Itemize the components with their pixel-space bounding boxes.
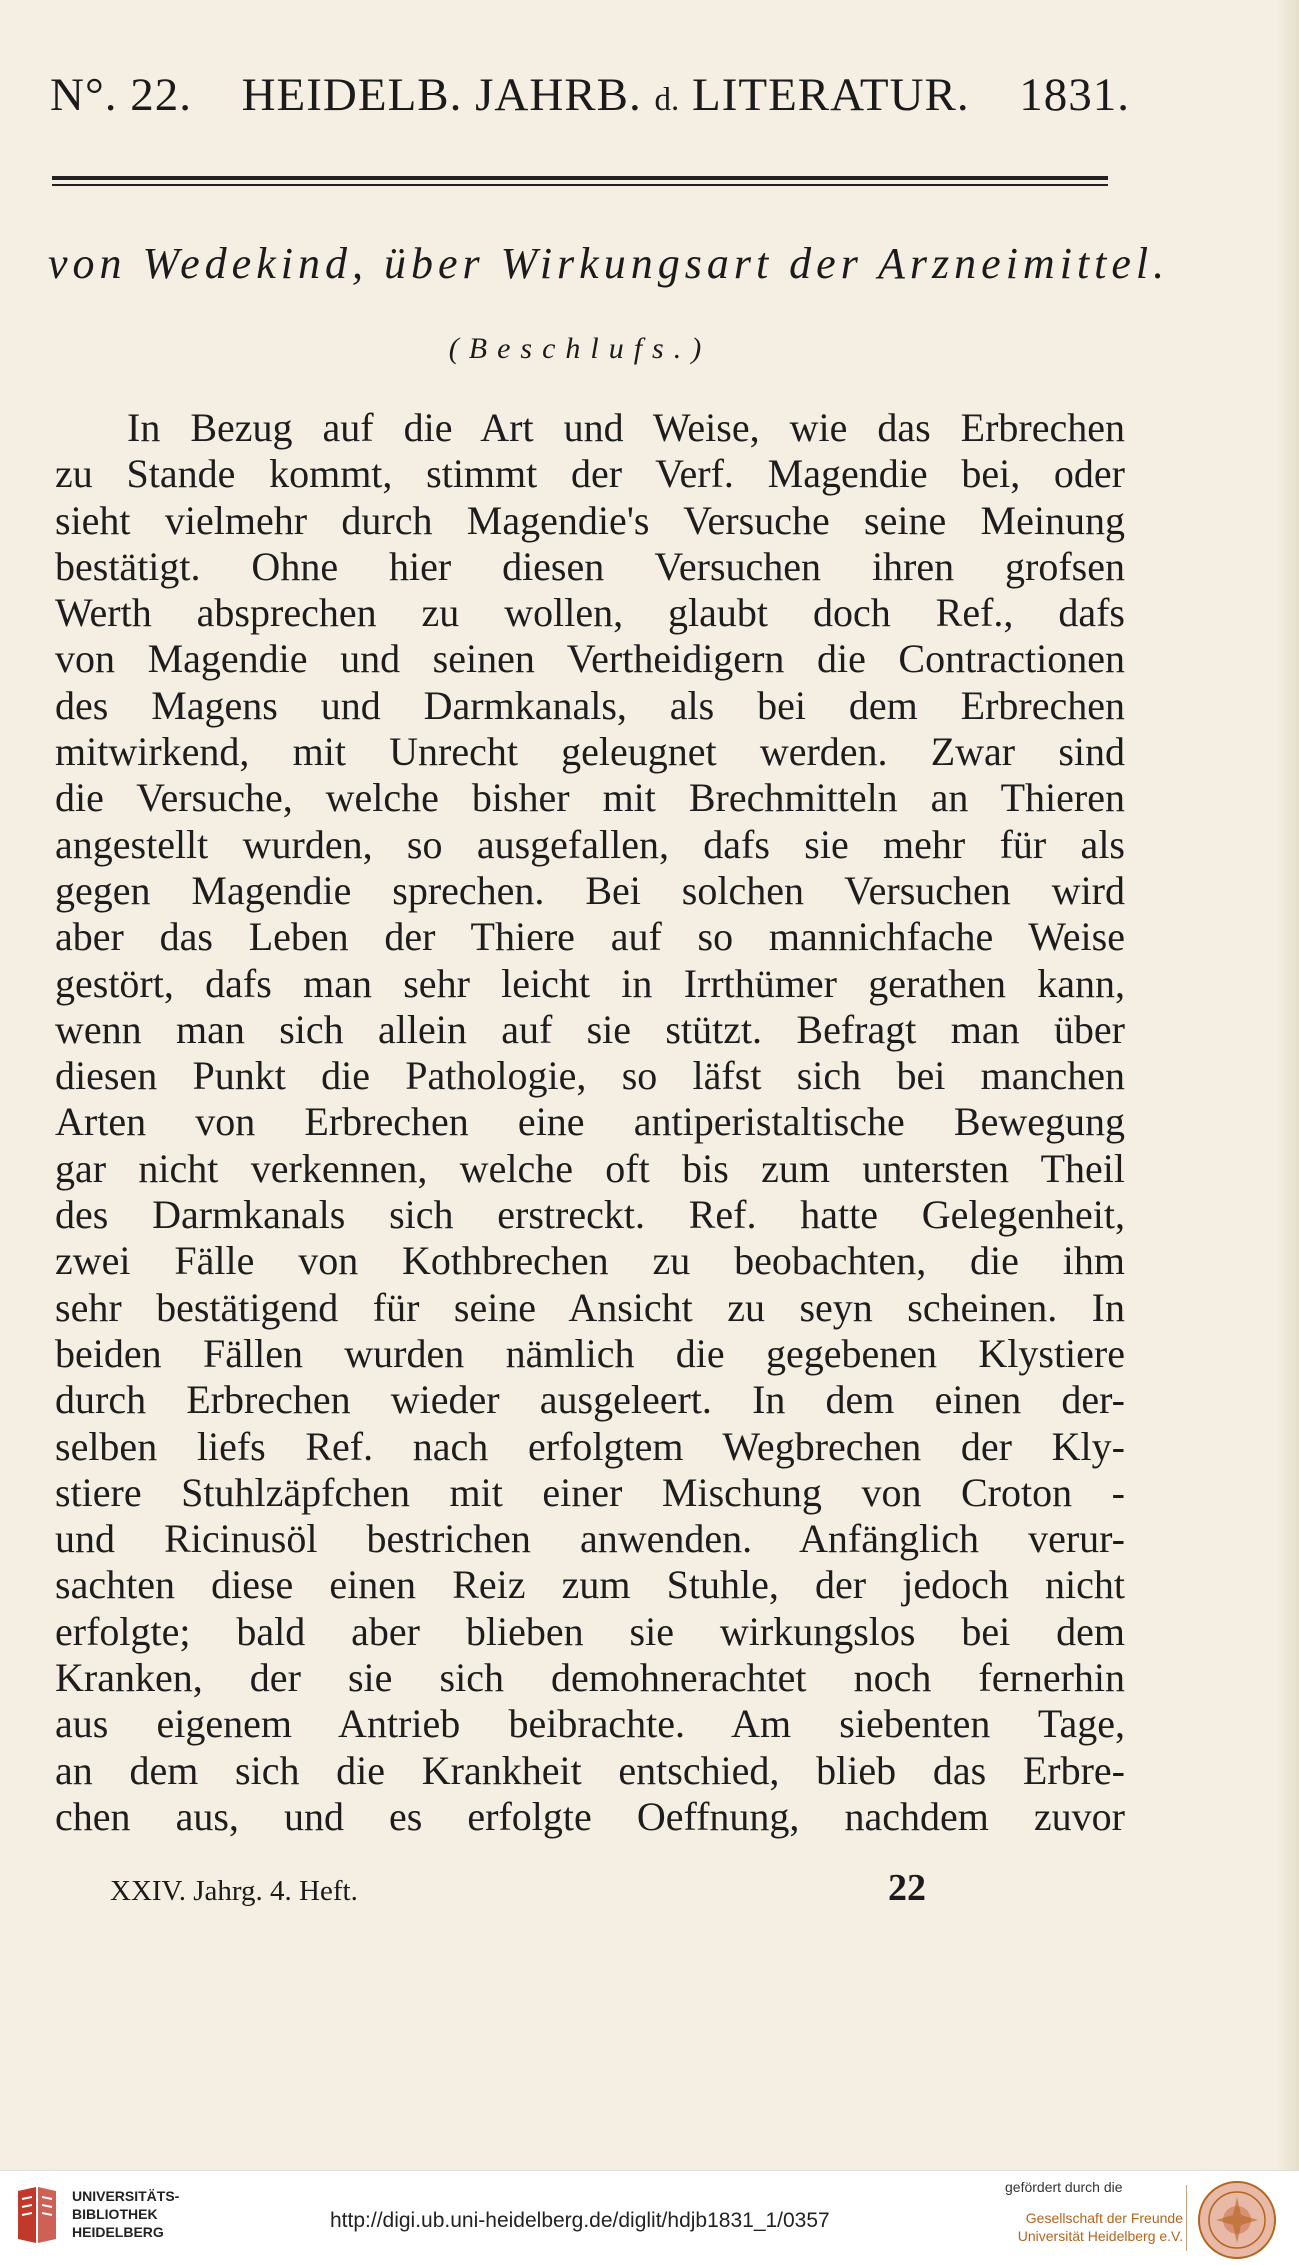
- sponsor-name[interactable]: Gesellschaft der Freunde Universität Heidelberg e.V.: [1017, 2210, 1183, 2244]
- body-line: Arten von Erbrechen eine antiperistaltische Bewegung: [55, 1099, 1125, 1145]
- body-line: aus eigenem Antrieb beibrachte. Am siebenten Tage,: [55, 1701, 1125, 1747]
- body-line: chen aus, und es erfolgte Oeffnung, nachdem zuvor: [55, 1793, 1125, 1839]
- body-line: aber das Leben der Thiere auf so mannichfache Weise: [55, 914, 1125, 960]
- university-seal-icon[interactable]: [1196, 2179, 1278, 2261]
- running-header: [50, 60, 1130, 130]
- library-name[interactable]: UNIVERSITÄTS- BIBLIOTHEK HEIDELBERG: [72, 2188, 180, 2240]
- sheet-number: 22: [888, 1867, 926, 1909]
- body-line: des Magens und Darmkanals, als bei dem Erbrechen: [55, 682, 1125, 728]
- body-line: des Darmkanals sich erstreckt. Ref. hatte Gelegenheit,: [55, 1192, 1125, 1238]
- body-line: Werth absprechen zu wollen, glaubt doch Ref., dafs: [55, 590, 1125, 636]
- permalink-url[interactable]: http://digi.ub.uni-heidelberg.de/diglit/hdjb1831_1/0357: [330, 2209, 830, 2232]
- body-line: und Ricinusöl bestrichen anwenden. Anfänglich verur-: [55, 1516, 1125, 1562]
- body-line: selben liefs Ref. nach erfolgtem Wegbrechen der Kly-: [55, 1423, 1125, 1469]
- body-line: durch Erbrechen wieder ausgeleert. In dem einen der-: [55, 1377, 1125, 1423]
- issue-number: N°. 22.: [50, 69, 192, 121]
- header-rule-thin: [52, 184, 1108, 186]
- body-line: diesen Punkt die Pathologie, so läfst sich bei manchen: [55, 1053, 1125, 1099]
- body-line: zwei Fälle von Kothbrechen zu beobachten, die ihm: [55, 1238, 1125, 1284]
- body-line: die Versuche, welche bisher mit Brechmitteln an Thieren: [55, 775, 1125, 821]
- body-line: an dem sich die Krankheit entschied, blieb das Erbre-: [55, 1747, 1125, 1793]
- article-subtitle: (Beschlufs.): [448, 332, 712, 365]
- body-line: mitwirkend, mit Unrecht geleugnet werden. Zwar sind: [55, 729, 1125, 775]
- body-line: stiere Stuhlzäpfchen mit einer Mischung von Croton -: [55, 1469, 1125, 1515]
- body-line: zu Stande kommt, stimmt der Verf. Magendie bei, oder: [55, 451, 1125, 497]
- journal-name: HEIDELB. JAHRB. d. LITERATUR.: [241, 69, 970, 121]
- sponsor-divider: [1186, 2185, 1187, 2251]
- body-line: erfolgte; bald aber blieben sie wirkungslos bei dem: [55, 1608, 1125, 1654]
- body-line: bestätigt. Ohne hier diesen Versuchen ihren grofsen: [55, 543, 1125, 589]
- body-line: gar nicht verkennen, welche oft bis zum untersten Theil: [55, 1145, 1125, 1191]
- library-logo-icon[interactable]: [10, 2185, 62, 2245]
- body-line: von Magendie und seinen Vertheidigern die Contractionen: [55, 636, 1125, 682]
- body-line: gestört, dafs man sehr leicht in Irrthümer gerathen kann,: [55, 960, 1125, 1006]
- body-line: angestellt wurden, so ausgefallen, dafs sie mehr für als: [55, 821, 1125, 867]
- body-line: In Bezug auf die Art und Weise, wie das Erbrechen: [127, 405, 1125, 450]
- body-line: sieht vielmehr durch Magendie's Versuche seine Meinung: [55, 497, 1125, 543]
- body-line: sachten diese einen Reiz zum Stuhle, der jedoch nicht: [55, 1562, 1125, 1608]
- article-title: von Wedekind, über Wirkungsart der Arzneimittel.: [48, 239, 1170, 288]
- header-rule-thick: [52, 176, 1108, 180]
- body-line: wenn man sich allein auf sie stützt. Befragt man über: [55, 1006, 1125, 1052]
- sponsor-label: gefördert durch die: [1005, 2179, 1123, 2195]
- header-year: 1831.: [1019, 69, 1130, 121]
- body-line: Kranken, der sie sich demohnerachtet noch fernerhin: [55, 1655, 1125, 1701]
- body-line: sehr bestätigend für seine Ansicht zu seyn scheinen. In: [55, 1284, 1125, 1330]
- page-gutter-shadow: [1275, 0, 1299, 2170]
- body-line: gegen Magendie sprechen. Bei solchen Versuchen wird: [55, 867, 1125, 913]
- signature-mark: XXIV. Jahrg. 4. Heft.: [110, 1875, 358, 1907]
- article-body: [55, 405, 1125, 1840]
- body-line: beiden Fällen wurden nämlich die gegebenen Klystiere: [55, 1330, 1125, 1376]
- viewer-footer-bar: [0, 2170, 1299, 2265]
